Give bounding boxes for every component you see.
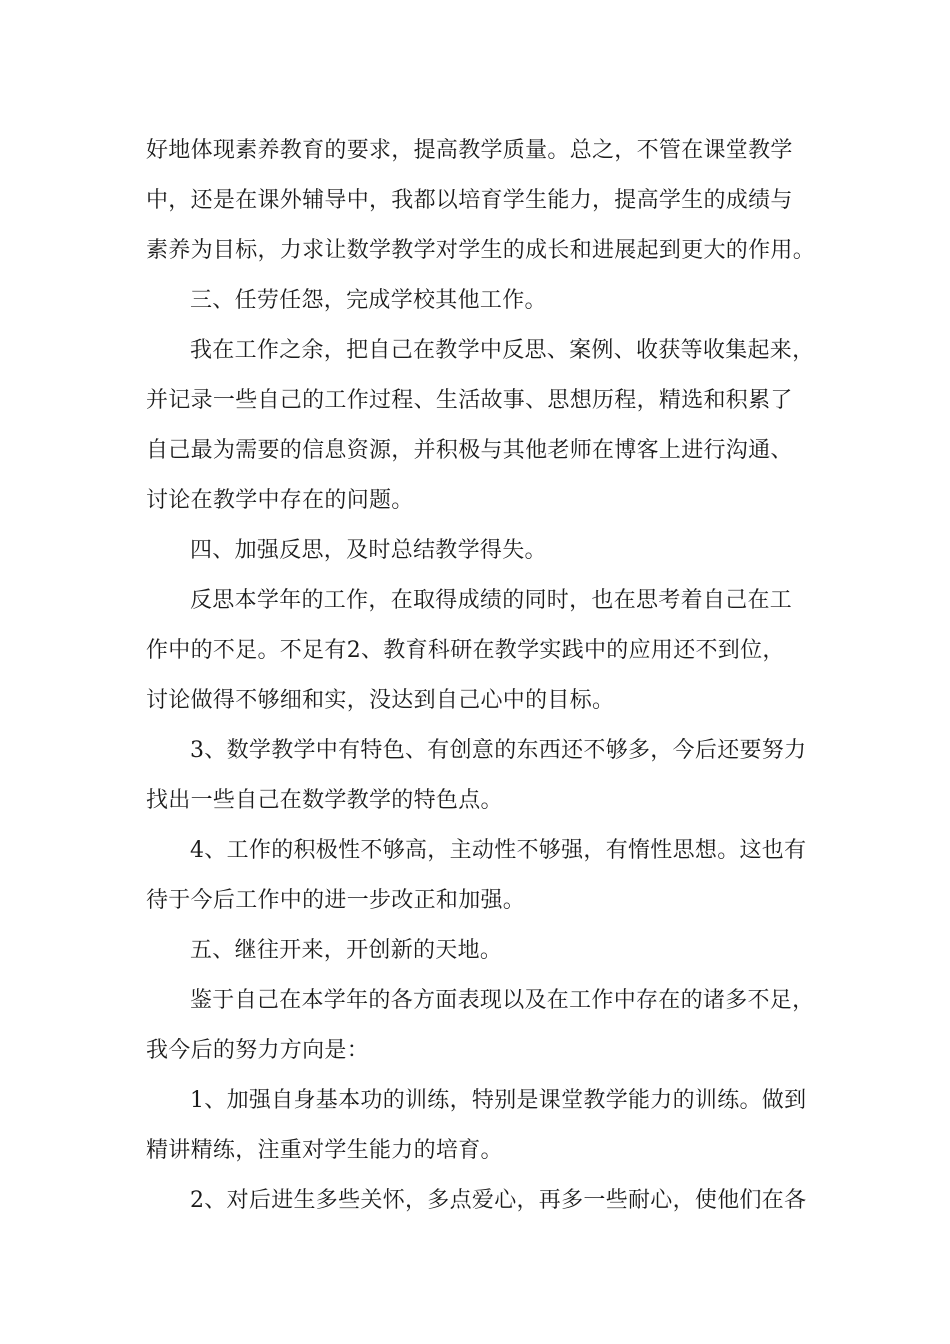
text-line: 找出一些自己在数学教学的特色点。 xyxy=(146,788,503,813)
text-line: 好地体现素养教育的要求，提高教学质量。总之，不管在课堂教学 xyxy=(146,138,793,163)
text-line: 反思本学年的工作，在取得成绩的同时，也在思考着自己在工 xyxy=(190,588,793,613)
text-line: 中，还是在课外辅导中，我都以培育学生能力，提高学生的成绩与 xyxy=(146,188,793,213)
document-body xyxy=(146,133,816,1219)
section-heading: 五、继往开来，开创新的天地。 xyxy=(190,938,503,963)
section-heading: 四、加强反思，及时总结教学得失。 xyxy=(190,538,547,563)
text-line: 讨论做得不够细和实，没达到自己心中的目标。 xyxy=(146,688,615,713)
section-heading: 三、任劳任怨，完成学校其他工作。 xyxy=(190,288,547,313)
text-line: 我在工作之余，把自己在教学中反思、案例、收获等收集起来， xyxy=(190,338,815,363)
text-line: 讨论在教学中存在的问题。 xyxy=(146,488,414,513)
text-line: 2、对后进生多些关怀，多点爱心，再多一些耐心，使他们在各 xyxy=(190,1188,807,1213)
text-line: 自己最为需要的信息资源，并积极与其他老师在博客上进行沟通、 xyxy=(146,438,793,463)
text-line: 作中的不足。不足有2、教育科研在教学实践中的应用还不到位， xyxy=(146,638,785,663)
text-line: 我今后的努力方向是： xyxy=(146,1038,370,1063)
text-line: 并记录一些自己的工作过程、生活故事、思想历程，精选和积累了 xyxy=(146,388,793,413)
text-line: 鉴于自己在本学年的各方面表现以及在工作中存在的诸多不足， xyxy=(190,988,815,1013)
text-line: 4、工作的积极性不够高，主动性不够强，有惰性思想。这也有 xyxy=(190,838,807,863)
text-line: 3、数学教学中有特色、有创意的东西还不够多，今后还要努力 xyxy=(190,738,807,763)
text-line: 素养为目标，力求让数学教学对学生的成长和进展起到更大的作用。 xyxy=(146,238,816,263)
text-line: 1、加强自身基本功的训练，特别是课堂教学能力的训练。做到 xyxy=(190,1088,807,1113)
text-line: 待于今后工作中的进一步改正和加强。 xyxy=(146,888,526,913)
text-line: 精讲精练，注重对学生能力的培育。 xyxy=(146,1138,503,1163)
